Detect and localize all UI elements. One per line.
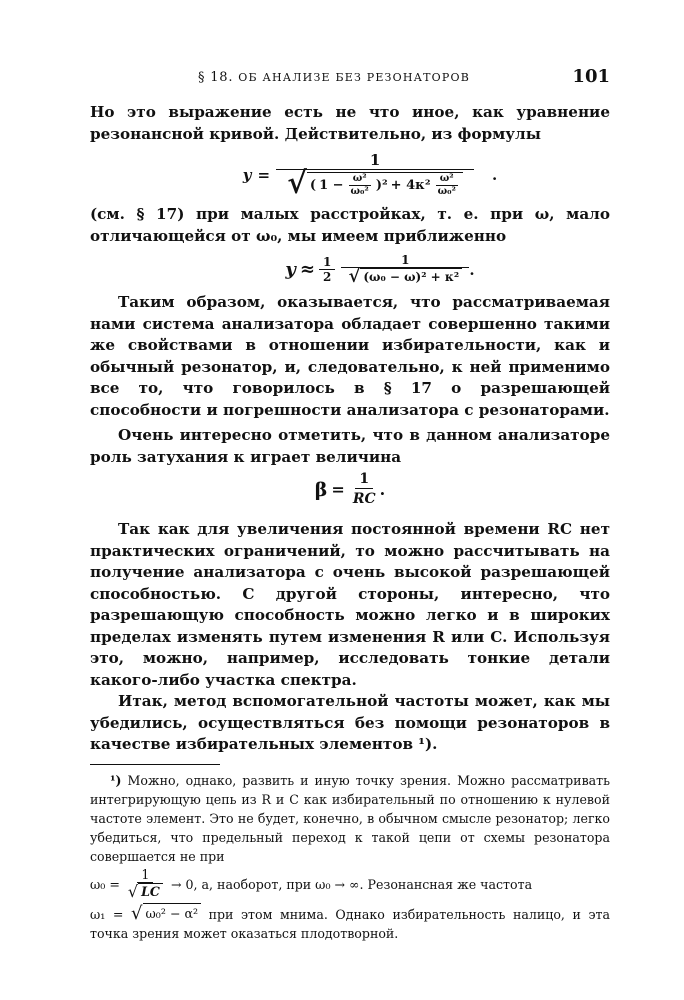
formula-lhs: y xyxy=(242,165,252,184)
paragraph-3: Таким образом, оказывается, что рассматриваемая нами система анализатора обладает совершенно такими же свойствами в отношении избирательности, как и обычный резонатор, и, следовательно, к ней применимо все то, что говорилось в § 17 о разрешающей способности и погрешности анализатора с резонаторами. xyxy=(90,293,610,419)
footnote-marker: ¹) xyxy=(110,772,122,788)
half-denominator: 2 xyxy=(322,270,332,284)
approx-sqrt xyxy=(349,268,463,285)
formula-eq: = xyxy=(257,165,271,184)
radical-icon: √ xyxy=(287,166,307,201)
approx-radicand: (ω₀ − ω)² + κ² xyxy=(360,268,462,285)
approx-denominator xyxy=(345,268,467,286)
section-title: ОБ АНАЛИЗЕ БЕЗ РЕЗОНАТОРОВ xyxy=(238,71,471,84)
inner-denominator: ω₀² xyxy=(350,186,369,197)
approx-radical-icon: √ xyxy=(348,266,361,287)
w0-denominator xyxy=(124,883,167,901)
footnote xyxy=(90,771,610,943)
approx-lhs: y xyxy=(285,259,296,280)
w0-fraction xyxy=(124,868,167,901)
formula-fraction xyxy=(276,151,474,201)
footnote-formula-w1 xyxy=(90,903,610,943)
paragraph-6: Итак, метод вспомогательной частоты может, как мы убедились, осуществляться без помощи резонаторов в качестве избирательных элементов ¹). xyxy=(90,692,610,753)
w0-tail: → 0, а, наоборот, при ω₀ → ∞. Резонансная же частота xyxy=(170,876,533,892)
approx-numerator: 1 xyxy=(341,253,469,268)
formula-y-exact: y = 1 √ ( 1 − $\frac{\text{ω²}}{\text{ω₀²}}$ )² + 4κ² $\frac{\text{ω²}}{\text{ω₀²}}$ . xyxy=(242,151,498,201)
book-page xyxy=(90,66,610,943)
w1-lhs: ω₁ = xyxy=(90,906,124,922)
inner-fraction xyxy=(347,173,373,198)
w0-radicand: LC xyxy=(138,883,163,900)
beta-fraction xyxy=(349,470,380,509)
running-title xyxy=(198,70,470,85)
formula-numerator: 1 xyxy=(276,151,474,170)
footnote-divider xyxy=(90,764,220,765)
w0-sqrt xyxy=(128,883,163,900)
footnote-text-1 xyxy=(90,771,610,866)
paragraph-1: Но это выражение есть не что иное, как уравнение резонансной кривой. Действительно, из формулы xyxy=(90,103,610,143)
w1-radical-icon: √ xyxy=(131,902,143,924)
w0-lhs: ω₀ = xyxy=(90,876,120,892)
beta-numerator: 1 xyxy=(355,470,373,489)
w0-radical-icon: √ xyxy=(127,881,139,901)
paragraph-2: (см. § 17) при малых расстройках, т. е. при ω, мало отличающейся от ω₀, мы имеем приближенно xyxy=(90,205,610,245)
paragraph-5: Так как для увеличения постоянной времени RC нет практических ограничений, то можно рассчитывать на получение анализатора с очень высокой разрешающей способностью. С другой стороны, интересно, что разрешающую способность можно легко и в широких пределах изменять путем изменения R или C. Используя это, можно, например, исследовать тонкие детали какого-либо участка спектра. xyxy=(90,520,610,689)
sqrt-sign xyxy=(287,166,463,201)
running-header xyxy=(90,66,610,90)
plus-term: + 4κ² xyxy=(390,177,431,193)
w1-radicand: ω₀² − α² xyxy=(143,903,201,923)
second-numerator: ω² xyxy=(436,173,458,186)
beta-denominator: RC xyxy=(352,491,376,507)
radicand: ( 1 − $\frac{\text{ω²}}{\text{ω₀²}}$ )² + 4κ² $\frac{\text{ω²}}{\text{ω₀²}}$ xyxy=(307,172,463,198)
second-denominator: ω₀² xyxy=(437,186,456,197)
approx-fraction xyxy=(341,253,469,286)
inner-one: 1 − xyxy=(319,177,344,193)
inner-numerator: ω² xyxy=(349,173,371,186)
paragraph-4: Очень интересно отметить, что в данном анализаторе роль затухания κ играет величина xyxy=(90,426,610,466)
half-numerator: 1 xyxy=(319,255,335,270)
w1-tail: при этом мнима. Однако избирательность налицо, и эта точка зрения может оказаться плодотворной. xyxy=(90,906,610,941)
footnote-body-1: Можно, однако, развить и иную точку зрения. Можно рассматривать интегрирующую цепь из R и C как избирательный по отношению к нулевой частоте элемент. Это не будет, конечно, в обычном смысле резонатор; легко убедиться, что предельный переход к такой цепи от схемы резонатора совершается не при xyxy=(90,772,610,864)
approx-sign: ≈ xyxy=(299,259,315,280)
beta-lhs: β xyxy=(314,478,328,501)
w1-sqrt xyxy=(131,903,201,923)
w0-numerator: 1 xyxy=(137,868,153,883)
page-number: 101 xyxy=(572,66,610,87)
footnote-formula-w0 xyxy=(90,868,610,901)
second-fraction xyxy=(434,173,460,198)
beta-eq: = xyxy=(331,480,345,499)
formula-y-approx: y ≈ $\frac{1}{2}$ 1 √ (ω₀ − ω)² + κ² . xyxy=(285,253,475,287)
half-fraction xyxy=(319,255,335,284)
section-number: § 18. xyxy=(198,70,234,85)
formula-beta: β = $\frac{1}{RC}$ . xyxy=(314,471,386,507)
